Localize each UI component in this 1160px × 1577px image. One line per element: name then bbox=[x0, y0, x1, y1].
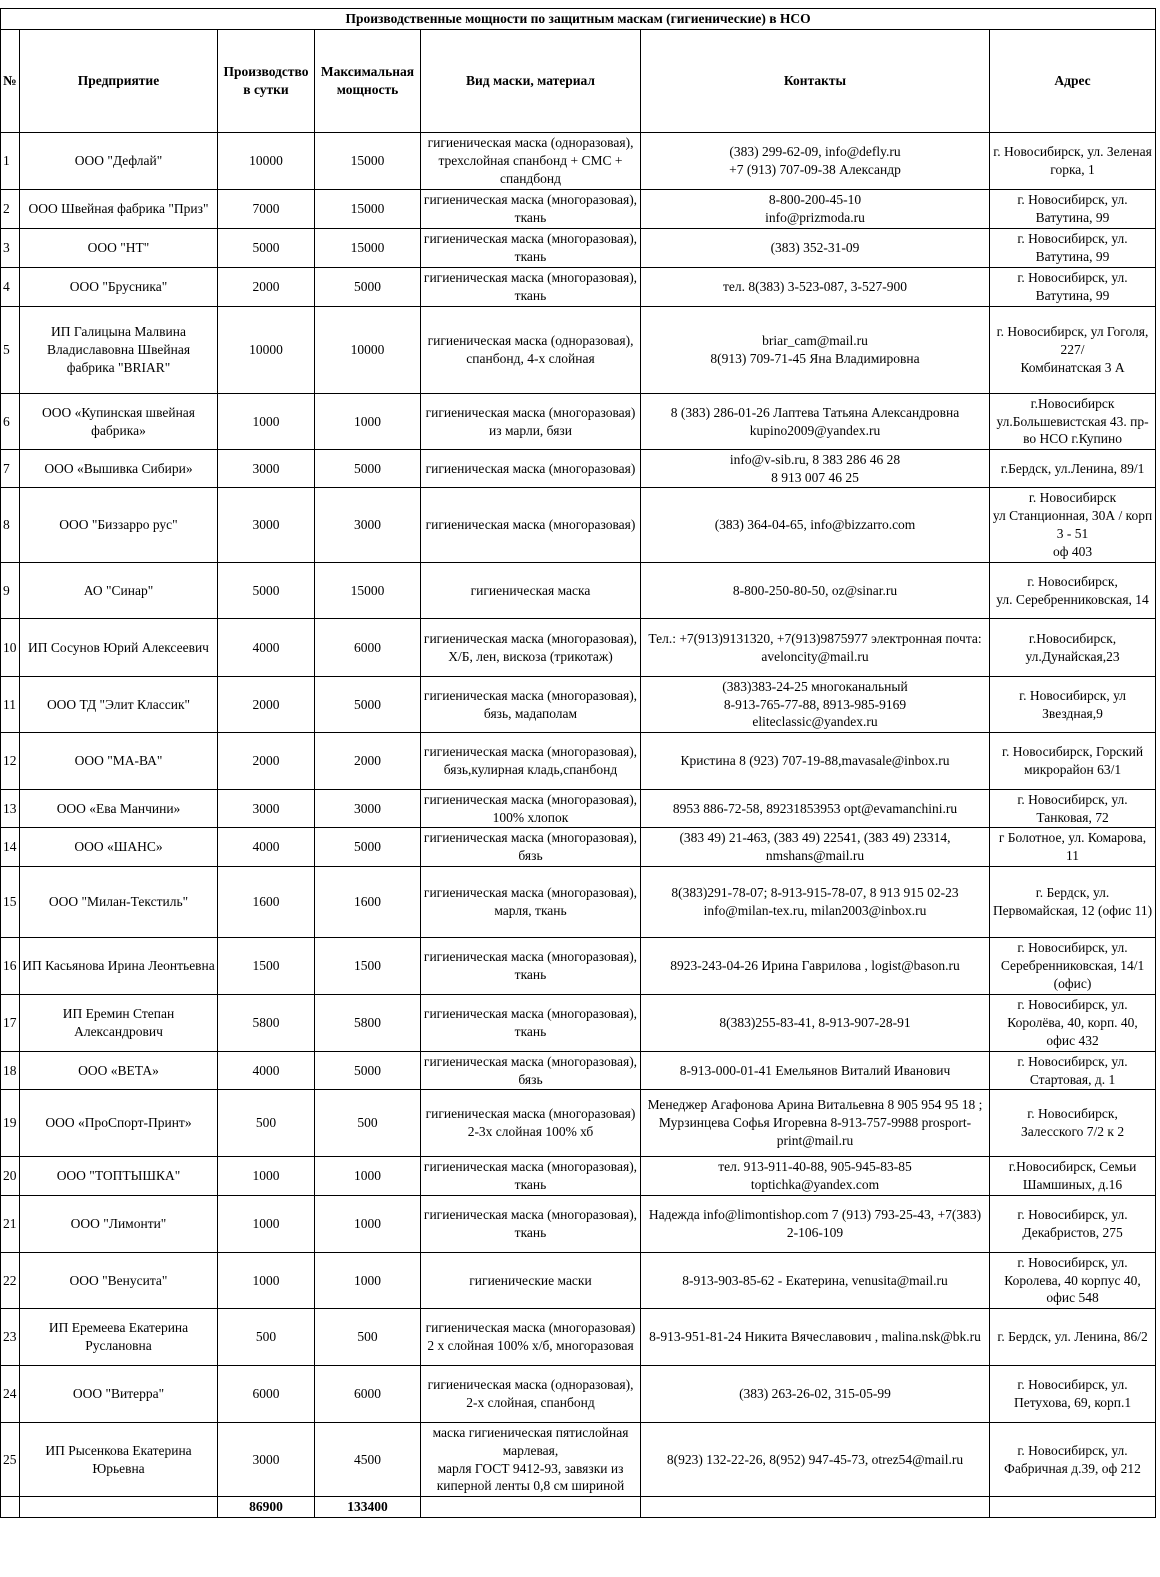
contacts: 8-913-903-85-62 - Екатерина, venusita@mail.ru bbox=[641, 1253, 990, 1309]
address: г. Новосибирск ул Станционная, 30А / корп 3 - 51 оф 403 bbox=[990, 488, 1156, 563]
daily-output: 4000 bbox=[218, 828, 315, 867]
mask-type: гигиеническая маска (многоразовая), марля, ткань bbox=[421, 867, 641, 938]
address: г. Новосибирск, Горский микрорайон 63/1 bbox=[990, 733, 1156, 790]
table-row bbox=[1, 1366, 1156, 1423]
row-number: 7 bbox=[1, 450, 20, 488]
contacts: Менеджер Агафонова Арина Витальевна 8 905 954 95 18 ; Мурзинцева Софья Игоревна 8-913-757-9988 prosport-print@mail.ru bbox=[641, 1090, 990, 1157]
totals-blank-number bbox=[1, 1497, 20, 1518]
company-name: ООО «ВЕТА» bbox=[20, 1052, 218, 1090]
address: г. Новосибирск, ул. Стартовая, д. 1 bbox=[990, 1052, 1156, 1090]
mask-type: гигиеническая маска (многоразовая), ткань bbox=[421, 1196, 641, 1253]
table-row bbox=[1, 677, 1156, 733]
table-row bbox=[1, 1196, 1156, 1253]
company-name: ИП Галицына Малвина Владиславовна Швейная фабрика "BRIAR" bbox=[20, 307, 218, 394]
table-row bbox=[1, 1052, 1156, 1090]
contacts: 8 (383) 286-01-26 Лаптева Татьяна Александровна kupino2009@yandex.ru bbox=[641, 394, 990, 450]
daily-output: 1500 bbox=[218, 938, 315, 995]
contacts: тел. 913-911-40-88, 905-945-83-85 toptichka@yandex.com bbox=[641, 1157, 990, 1196]
max-capacity: 1000 bbox=[315, 1253, 421, 1309]
mask-type: гигиенические маски bbox=[421, 1253, 641, 1309]
contacts: (383) 352-31-09 bbox=[641, 229, 990, 268]
contacts: Надежда info@limontishop.com 7 (913) 793-25-43, +7(383) 2-106-109 bbox=[641, 1196, 990, 1253]
contacts: info@v-sib.ru, 8 383 286 46 28 8 913 007 46 25 bbox=[641, 450, 990, 488]
header-row bbox=[1, 30, 1156, 133]
mask-type: гигиеническая маска (многоразовая), 100% хлопок bbox=[421, 790, 641, 828]
contacts: 8-913-951-81-24 Никита Вячеславович , malina.nsk@bk.ru bbox=[641, 1309, 990, 1366]
mask-type: гигиеническая маска (многоразовая) bbox=[421, 450, 641, 488]
col-header-daily: Производство в сутки bbox=[218, 30, 315, 133]
max-capacity: 3000 bbox=[315, 790, 421, 828]
table-row bbox=[1, 995, 1156, 1052]
daily-output: 500 bbox=[218, 1309, 315, 1366]
address: г.Новосибирск, Семьи Шамшиных, д.16 bbox=[990, 1157, 1156, 1196]
row-number: 5 bbox=[1, 307, 20, 394]
max-capacity: 15000 bbox=[315, 563, 421, 619]
totals-blank-address bbox=[990, 1497, 1156, 1518]
company-name: ООО "НТ" bbox=[20, 229, 218, 268]
daily-output: 2000 bbox=[218, 733, 315, 790]
daily-output: 2000 bbox=[218, 268, 315, 307]
mask-type: гигиеническая маска (многоразовая), ткань bbox=[421, 995, 641, 1052]
mask-type: гигиеническая маска (многоразовая) bbox=[421, 488, 641, 563]
address: г. Новосибирск, ул. Ватутина, 99 bbox=[990, 229, 1156, 268]
company-name: ООО "Милан-Текстиль" bbox=[20, 867, 218, 938]
address: г. Новосибирск, ул. Декабристов, 275 bbox=[990, 1196, 1156, 1253]
col-header-number: № bbox=[1, 30, 20, 133]
row-number: 16 bbox=[1, 938, 20, 995]
daily-output: 5000 bbox=[218, 563, 315, 619]
company-name: ООО «ПроСпорт-Принт» bbox=[20, 1090, 218, 1157]
company-name: ООО "МА-ВА" bbox=[20, 733, 218, 790]
max-capacity: 1500 bbox=[315, 938, 421, 995]
mask-type: гигиеническая маска (многоразовая) из марли, бязи bbox=[421, 394, 641, 450]
row-number: 20 bbox=[1, 1157, 20, 1196]
table-row bbox=[1, 1423, 1156, 1497]
company-name: ООО "Лимонти" bbox=[20, 1196, 218, 1253]
mask-type: гигиеническая маска (многоразовая), Х/Б, лен, вискоза (трикотаж) bbox=[421, 619, 641, 677]
max-capacity: 1000 bbox=[315, 1157, 421, 1196]
row-number: 15 bbox=[1, 867, 20, 938]
daily-output: 500 bbox=[218, 1090, 315, 1157]
table-row bbox=[1, 190, 1156, 229]
row-number: 3 bbox=[1, 229, 20, 268]
company-name: ООО «ШАНС» bbox=[20, 828, 218, 867]
company-name: ООО "Венусита" bbox=[20, 1253, 218, 1309]
max-capacity: 5000 bbox=[315, 1052, 421, 1090]
row-number: 12 bbox=[1, 733, 20, 790]
max-capacity: 15000 bbox=[315, 229, 421, 268]
daily-output: 3000 bbox=[218, 488, 315, 563]
table-row bbox=[1, 563, 1156, 619]
table-row bbox=[1, 394, 1156, 450]
mask-type: гигиеническая маска (многоразовая) 2 х слойная 100% х/б, многоразовая bbox=[421, 1309, 641, 1366]
max-capacity: 6000 bbox=[315, 1366, 421, 1423]
mask-type: гигиеническая маска (многоразовая), бязь bbox=[421, 1052, 641, 1090]
max-capacity: 2000 bbox=[315, 733, 421, 790]
contacts: briar_cam@mail.ru 8(913) 709-71-45 Яна Владимировна bbox=[641, 307, 990, 394]
daily-output: 6000 bbox=[218, 1366, 315, 1423]
company-name: ООО «Ева Манчини» bbox=[20, 790, 218, 828]
col-header-company: Предприятие bbox=[20, 30, 218, 133]
daily-output: 1000 bbox=[218, 394, 315, 450]
address: г. Новосибирск, ул. Петухова, 69, корп.1 bbox=[990, 1366, 1156, 1423]
row-number: 11 bbox=[1, 677, 20, 733]
daily-output: 1000 bbox=[218, 1157, 315, 1196]
daily-output: 3000 bbox=[218, 790, 315, 828]
daily-output: 1000 bbox=[218, 1253, 315, 1309]
totals-row bbox=[1, 1497, 1156, 1518]
mask-type: гигиеническая маска (многоразовая), бязь,кулирная кладь,спанбонд bbox=[421, 733, 641, 790]
company-name: ООО "Брусника" bbox=[20, 268, 218, 307]
table-row bbox=[1, 867, 1156, 938]
company-name: ООО «Купинская швейная фабрика» bbox=[20, 394, 218, 450]
mask-type: гигиеническая маска (многоразовая) 2-3х слойная 100% хб bbox=[421, 1090, 641, 1157]
row-number: 10 bbox=[1, 619, 20, 677]
daily-output: 10000 bbox=[218, 133, 315, 190]
row-number: 23 bbox=[1, 1309, 20, 1366]
table-row bbox=[1, 488, 1156, 563]
address: г. Новосибирск, ул. Ватутина, 99 bbox=[990, 190, 1156, 229]
mask-type: гигиеническая маска (одноразовая), трехслойная спанбонд + СМС + спандбонд bbox=[421, 133, 641, 190]
max-capacity: 1600 bbox=[315, 867, 421, 938]
col-header-type: Вид маски, материал bbox=[421, 30, 641, 133]
row-number: 6 bbox=[1, 394, 20, 450]
company-name: АО "Синар" bbox=[20, 563, 218, 619]
company-name: ИП Рысенкова Екатерина Юрьевна bbox=[20, 1423, 218, 1497]
row-number: 2 bbox=[1, 190, 20, 229]
table-row bbox=[1, 133, 1156, 190]
row-number: 9 bbox=[1, 563, 20, 619]
daily-output: 1000 bbox=[218, 1196, 315, 1253]
contacts: (383)383-24-25 многоканальный 8-913-765-77-88, 8913-985-9169 eliteclassic@yandex.ru bbox=[641, 677, 990, 733]
page bbox=[0, 8, 1156, 1518]
max-capacity: 15000 bbox=[315, 190, 421, 229]
mask-type: гигиеническая маска (одноразовая), спанбонд, 4-х слойная bbox=[421, 307, 641, 394]
contacts: (383) 364-04-65, info@bizzarro.com bbox=[641, 488, 990, 563]
company-name: ООО «Вышивка Сибири» bbox=[20, 450, 218, 488]
mask-type: гигиеническая маска (одноразовая), 2-х слойная, спанбонд bbox=[421, 1366, 641, 1423]
max-capacity: 10000 bbox=[315, 307, 421, 394]
max-capacity: 5000 bbox=[315, 677, 421, 733]
company-name: ИП Еремеева Екатерина Руслановна bbox=[20, 1309, 218, 1366]
total-daily: 86900 bbox=[218, 1497, 315, 1518]
address: г. Новосибирск, ул. Серебренниковская, 14/1 (офис) bbox=[990, 938, 1156, 995]
col-header-max: Максимальная мощность bbox=[315, 30, 421, 133]
table-row bbox=[1, 790, 1156, 828]
row-number: 17 bbox=[1, 995, 20, 1052]
row-number: 8 bbox=[1, 488, 20, 563]
totals-blank-type bbox=[421, 1497, 641, 1518]
address: г. Новосибирск, Залесского 7/2 к 2 bbox=[990, 1090, 1156, 1157]
mask-type: гигиеническая маска (многоразовая), ткань bbox=[421, 190, 641, 229]
row-number: 13 bbox=[1, 790, 20, 828]
company-name: ООО ТД "Элит Классик" bbox=[20, 677, 218, 733]
address: г. Новосибирск, ул. Фабричная д.39, оф 212 bbox=[990, 1423, 1156, 1497]
contacts: (383) 299-62-09, info@defly.ru +7 (913) 707-09-38 Александр bbox=[641, 133, 990, 190]
address: г. Новосибирск, ул. Танковая, 72 bbox=[990, 790, 1156, 828]
max-capacity: 15000 bbox=[315, 133, 421, 190]
address: г.Бердск, ул.Ленина, 89/1 bbox=[990, 450, 1156, 488]
row-number: 1 bbox=[1, 133, 20, 190]
row-number: 24 bbox=[1, 1366, 20, 1423]
address: г Болотное, ул. Комарова, 11 bbox=[990, 828, 1156, 867]
table-row bbox=[1, 307, 1156, 394]
address: г. Новосибирск, ул. Ватутина, 99 bbox=[990, 268, 1156, 307]
company-name: ООО Швейная фабрика "Приз" bbox=[20, 190, 218, 229]
table-row bbox=[1, 1309, 1156, 1366]
daily-output: 5000 bbox=[218, 229, 315, 268]
company-name: ООО "Дефлай" bbox=[20, 133, 218, 190]
company-name: ООО "Биззарро рус" bbox=[20, 488, 218, 563]
contacts: 8953 886-72-58, 89231853953 opt@evamanchini.ru bbox=[641, 790, 990, 828]
daily-output: 1600 bbox=[218, 867, 315, 938]
mask-type: гигиеническая маска bbox=[421, 563, 641, 619]
address: г. Новосибирск, ул Звездная,9 bbox=[990, 677, 1156, 733]
mask-type: гигиеническая маска (многоразовая), бязь bbox=[421, 828, 641, 867]
max-capacity: 4500 bbox=[315, 1423, 421, 1497]
table-title: Производственные мощности по защитным маскам (гигиенические) в НСО bbox=[1, 9, 1156, 30]
address: г. Новосибирск, ул. Зеленая горка, 1 bbox=[990, 133, 1156, 190]
contacts: 8-800-250-80-50, oz@sinar.ru bbox=[641, 563, 990, 619]
table-row bbox=[1, 828, 1156, 867]
col-header-address: Адрес bbox=[990, 30, 1156, 133]
table-row bbox=[1, 733, 1156, 790]
daily-output: 3000 bbox=[218, 1423, 315, 1497]
row-number: 22 bbox=[1, 1253, 20, 1309]
contacts: 8-913-000-01-41 Емельянов Виталий Иванович bbox=[641, 1052, 990, 1090]
max-capacity: 5000 bbox=[315, 268, 421, 307]
mask-type: гигиеническая маска (многоразовая), бязь, мадаполам bbox=[421, 677, 641, 733]
max-capacity: 3000 bbox=[315, 488, 421, 563]
address: г. Новосибирск, ул. Королёва, 40, корп. 40, офис 432 bbox=[990, 995, 1156, 1052]
mask-type: гигиеническая маска (многоразовая), ткань bbox=[421, 1157, 641, 1196]
max-capacity: 500 bbox=[315, 1090, 421, 1157]
contacts: 8923-243-04-26 Ирина Гаврилова , logist@bason.ru bbox=[641, 938, 990, 995]
total-max: 133400 bbox=[315, 1497, 421, 1518]
max-capacity: 5000 bbox=[315, 450, 421, 488]
contacts: 8-800-200-45-10 info@prizmoda.ru bbox=[641, 190, 990, 229]
row-number: 25 bbox=[1, 1423, 20, 1497]
daily-output: 7000 bbox=[218, 190, 315, 229]
daily-output: 3000 bbox=[218, 450, 315, 488]
mask-type: гигиеническая маска (многоразовая), ткань bbox=[421, 229, 641, 268]
address: г. Бердск, ул. Ленина, 86/2 bbox=[990, 1309, 1156, 1366]
table-row bbox=[1, 1090, 1156, 1157]
company-name: ИП Касьянова Ирина Леонтьевна bbox=[20, 938, 218, 995]
capacity-table bbox=[0, 8, 1156, 1518]
address: г. Новосибирск, ул. Серебренниковская, 14 bbox=[990, 563, 1156, 619]
row-number: 14 bbox=[1, 828, 20, 867]
address: г. Новосибирск, ул Гоголя, 227/ Комбинатская 3 А bbox=[990, 307, 1156, 394]
contacts: (383) 263-26-02, 315-05-99 bbox=[641, 1366, 990, 1423]
address: г. Бердск, ул. Первомайская, 12 (офис 11) bbox=[990, 867, 1156, 938]
max-capacity: 5800 bbox=[315, 995, 421, 1052]
contacts: Кристина 8 (923) 707-19-88,mavasale@inbox.ru bbox=[641, 733, 990, 790]
contacts: 8(383)291-78-07; 8-913-915-78-07, 8 913 915 02-23 info@milan-tex.ru, milan2003@inbox.ru bbox=[641, 867, 990, 938]
mask-type: гигиеническая маска (многоразовая), ткань bbox=[421, 268, 641, 307]
contacts: Тел.: +7(913)9131320, +7(913)9875977 электронная почта: aveloncity@mail.ru bbox=[641, 619, 990, 677]
mask-type: маска гигиеническая пятислойная марлевая, марля ГОСТ 9412-93, завязки из киперной ленты 0,8 см шириной bbox=[421, 1423, 641, 1497]
totals-blank-company bbox=[20, 1497, 218, 1518]
table-row bbox=[1, 1253, 1156, 1309]
daily-output: 4000 bbox=[218, 1052, 315, 1090]
max-capacity: 1000 bbox=[315, 1196, 421, 1253]
max-capacity: 6000 bbox=[315, 619, 421, 677]
company-name: ИП Еремин Степан Александрович bbox=[20, 995, 218, 1052]
company-name: ООО "ТОПТЫШКА" bbox=[20, 1157, 218, 1196]
daily-output: 10000 bbox=[218, 307, 315, 394]
daily-output: 2000 bbox=[218, 677, 315, 733]
address: г. Новосибирск, ул. Королева, 40 корпус 40, офис 548 bbox=[990, 1253, 1156, 1309]
max-capacity: 1000 bbox=[315, 394, 421, 450]
table-body bbox=[1, 133, 1156, 1497]
address: г.Новосибирск, ул.Дунайская,23 bbox=[990, 619, 1156, 677]
row-number: 4 bbox=[1, 268, 20, 307]
table-row bbox=[1, 619, 1156, 677]
row-number: 19 bbox=[1, 1090, 20, 1157]
max-capacity: 500 bbox=[315, 1309, 421, 1366]
daily-output: 5800 bbox=[218, 995, 315, 1052]
max-capacity: 5000 bbox=[315, 828, 421, 867]
row-number: 21 bbox=[1, 1196, 20, 1253]
contacts: (383 49) 21-463, (383 49) 22541, (383 49) 23314, nmshans@mail.ru bbox=[641, 828, 990, 867]
contacts: тел. 8(383) 3-523-087, 3-527-900 bbox=[641, 268, 990, 307]
table-row bbox=[1, 938, 1156, 995]
table-row bbox=[1, 268, 1156, 307]
contacts: 8(383)255-83-41, 8-913-907-28-91 bbox=[641, 995, 990, 1052]
col-header-contacts: Контакты bbox=[641, 30, 990, 133]
mask-type: гигиеническая маска (многоразовая), ткань bbox=[421, 938, 641, 995]
company-name: ИП Сосунов Юрий Алексеевич bbox=[20, 619, 218, 677]
table-row bbox=[1, 1157, 1156, 1196]
contacts: 8(923) 132-22-26, 8(952) 947-45-73, otrez54@mail.ru bbox=[641, 1423, 990, 1497]
daily-output: 4000 bbox=[218, 619, 315, 677]
totals-blank-contacts bbox=[641, 1497, 990, 1518]
address: г.Новосибирск ул.Большевистская 43. пр-во НСО г.Купино bbox=[990, 394, 1156, 450]
company-name: ООО "Витерра" bbox=[20, 1366, 218, 1423]
row-number: 18 bbox=[1, 1052, 20, 1090]
table-row bbox=[1, 229, 1156, 268]
table-row bbox=[1, 450, 1156, 488]
